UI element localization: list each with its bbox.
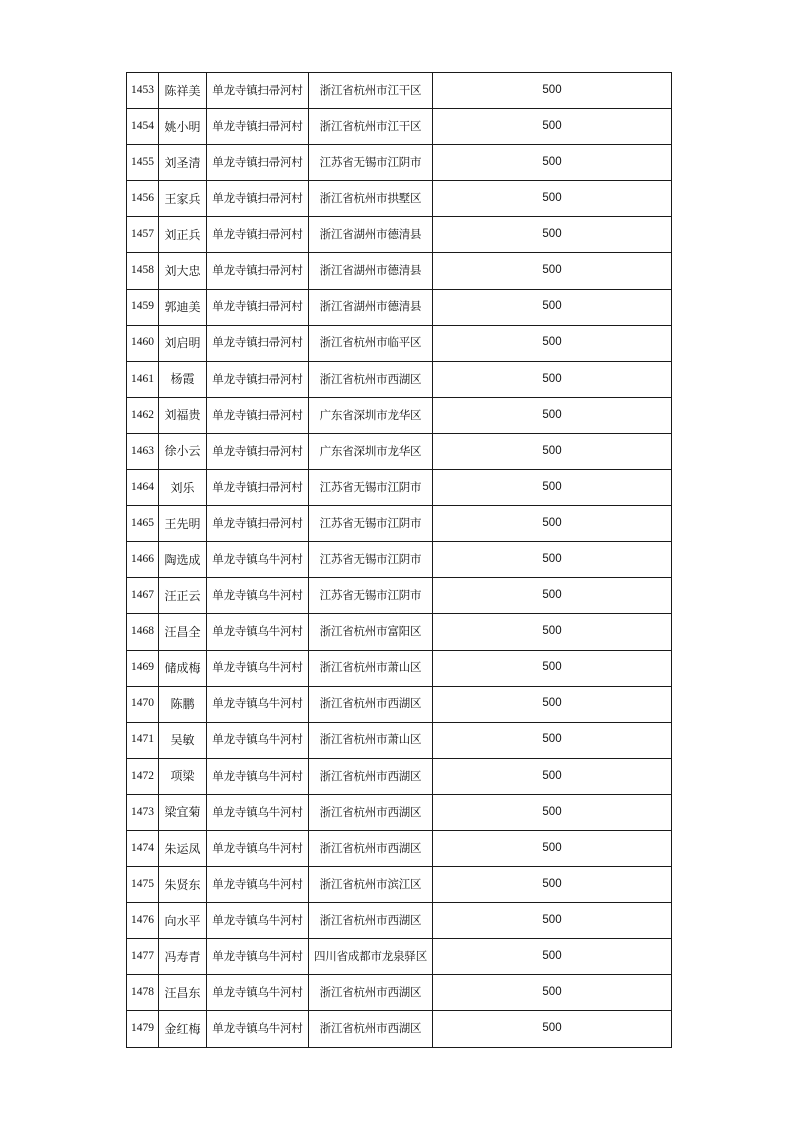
table-row xyxy=(127,650,672,686)
amount-cell: 500 xyxy=(433,109,672,145)
amount-cell: 500 xyxy=(433,830,672,866)
work-location-cell: 浙江省杭州市西湖区 xyxy=(309,975,433,1011)
row-number-cell: 1475 xyxy=(127,867,159,903)
person-name-cell: 杨霞 xyxy=(159,361,207,397)
table-row xyxy=(127,1011,672,1047)
work-location-cell: 江苏省无锡市江阴市 xyxy=(309,542,433,578)
person-name-cell: 冯寿青 xyxy=(159,939,207,975)
amount-cell: 500 xyxy=(433,506,672,542)
table-row xyxy=(127,506,672,542)
table-row xyxy=(127,109,672,145)
table-row xyxy=(127,289,672,325)
row-number-cell: 1465 xyxy=(127,506,159,542)
table-row xyxy=(127,686,672,722)
table-row xyxy=(127,614,672,650)
person-name-cell: 刘大忠 xyxy=(159,253,207,289)
table-row xyxy=(127,433,672,469)
table-row xyxy=(127,758,672,794)
work-location-cell: 浙江省杭州市西湖区 xyxy=(309,361,433,397)
village-cell: 单龙寺镇扫帚河村 xyxy=(207,397,309,433)
amount-cell: 500 xyxy=(433,253,672,289)
row-number-cell: 1468 xyxy=(127,614,159,650)
village-cell: 单龙寺镇乌牛河村 xyxy=(207,867,309,903)
amount-cell: 500 xyxy=(433,867,672,903)
amount-cell: 500 xyxy=(433,361,672,397)
amount-cell: 500 xyxy=(433,289,672,325)
row-number-cell: 1471 xyxy=(127,722,159,758)
table-row xyxy=(127,794,672,830)
row-number-cell: 1479 xyxy=(127,1011,159,1047)
row-number-cell: 1464 xyxy=(127,470,159,506)
work-location-cell: 浙江省杭州市西湖区 xyxy=(309,794,433,830)
row-number-cell: 1455 xyxy=(127,145,159,181)
village-cell: 单龙寺镇扫帚河村 xyxy=(207,145,309,181)
person-name-cell: 王先明 xyxy=(159,506,207,542)
amount-cell: 500 xyxy=(433,325,672,361)
table-row xyxy=(127,867,672,903)
work-location-cell: 浙江省杭州市西湖区 xyxy=(309,1011,433,1047)
village-cell: 单龙寺镇乌牛河村 xyxy=(207,542,309,578)
row-number-cell: 1476 xyxy=(127,903,159,939)
table-row xyxy=(127,830,672,866)
amount-cell: 500 xyxy=(433,794,672,830)
amount-cell: 500 xyxy=(433,578,672,614)
row-number-cell: 1466 xyxy=(127,542,159,578)
person-name-cell: 刘启明 xyxy=(159,325,207,361)
work-location-cell: 浙江省杭州市西湖区 xyxy=(309,903,433,939)
village-cell: 单龙寺镇扫帚河村 xyxy=(207,325,309,361)
row-number-cell: 1454 xyxy=(127,109,159,145)
amount-cell: 500 xyxy=(433,73,672,109)
records-body xyxy=(127,73,672,1048)
work-location-cell: 浙江省杭州市拱墅区 xyxy=(309,181,433,217)
amount-cell: 500 xyxy=(433,217,672,253)
row-number-cell: 1467 xyxy=(127,578,159,614)
row-number-cell: 1459 xyxy=(127,289,159,325)
row-number-cell: 1472 xyxy=(127,758,159,794)
table-row xyxy=(127,542,672,578)
amount-cell: 500 xyxy=(433,145,672,181)
work-location-cell: 浙江省湖州市德清县 xyxy=(309,217,433,253)
village-cell: 单龙寺镇扫帚河村 xyxy=(207,506,309,542)
row-number-cell: 1460 xyxy=(127,325,159,361)
work-location-cell: 浙江省杭州市西湖区 xyxy=(309,758,433,794)
row-number-cell: 1474 xyxy=(127,830,159,866)
village-cell: 单龙寺镇乌牛河村 xyxy=(207,975,309,1011)
person-name-cell: 徐小云 xyxy=(159,433,207,469)
work-location-cell: 浙江省杭州市江干区 xyxy=(309,73,433,109)
table-row xyxy=(127,73,672,109)
work-location-cell: 浙江省湖州市德清县 xyxy=(309,289,433,325)
work-location-cell: 四川省成都市龙泉驿区 xyxy=(309,939,433,975)
person-name-cell: 刘福贵 xyxy=(159,397,207,433)
row-number-cell: 1473 xyxy=(127,794,159,830)
work-location-cell: 浙江省杭州市临平区 xyxy=(309,325,433,361)
amount-cell: 500 xyxy=(433,542,672,578)
table-row xyxy=(127,361,672,397)
table-row xyxy=(127,253,672,289)
person-name-cell: 陈祥美 xyxy=(159,73,207,109)
village-cell: 单龙寺镇扫帚河村 xyxy=(207,470,309,506)
person-name-cell: 储成梅 xyxy=(159,650,207,686)
amount-cell: 500 xyxy=(433,650,672,686)
amount-cell: 500 xyxy=(433,1011,672,1047)
work-location-cell: 广东省深圳市龙华区 xyxy=(309,397,433,433)
work-location-cell: 浙江省杭州市滨江区 xyxy=(309,867,433,903)
amount-cell: 500 xyxy=(433,181,672,217)
table-row xyxy=(127,578,672,614)
work-location-cell: 浙江省湖州市德清县 xyxy=(309,253,433,289)
records-table xyxy=(126,72,672,1048)
work-location-cell: 浙江省杭州市萧山区 xyxy=(309,650,433,686)
person-name-cell: 刘正兵 xyxy=(159,217,207,253)
amount-cell: 500 xyxy=(433,470,672,506)
table-row xyxy=(127,975,672,1011)
row-number-cell: 1470 xyxy=(127,686,159,722)
person-name-cell: 梁宜菊 xyxy=(159,794,207,830)
work-location-cell: 浙江省杭州市萧山区 xyxy=(309,722,433,758)
village-cell: 单龙寺镇乌牛河村 xyxy=(207,578,309,614)
village-cell: 单龙寺镇乌牛河村 xyxy=(207,830,309,866)
work-location-cell: 江苏省无锡市江阴市 xyxy=(309,470,433,506)
amount-cell: 500 xyxy=(433,758,672,794)
village-cell: 单龙寺镇乌牛河村 xyxy=(207,939,309,975)
village-cell: 单龙寺镇乌牛河村 xyxy=(207,686,309,722)
work-location-cell: 浙江省杭州市西湖区 xyxy=(309,830,433,866)
village-cell: 单龙寺镇扫帚河村 xyxy=(207,433,309,469)
village-cell: 单龙寺镇扫帚河村 xyxy=(207,181,309,217)
work-location-cell: 浙江省杭州市富阳区 xyxy=(309,614,433,650)
work-location-cell: 浙江省杭州市西湖区 xyxy=(309,686,433,722)
table-row xyxy=(127,939,672,975)
person-name-cell: 刘圣清 xyxy=(159,145,207,181)
village-cell: 单龙寺镇扫帚河村 xyxy=(207,73,309,109)
village-cell: 单龙寺镇乌牛河村 xyxy=(207,758,309,794)
table-row xyxy=(127,903,672,939)
person-name-cell: 汪昌东 xyxy=(159,975,207,1011)
row-number-cell: 1457 xyxy=(127,217,159,253)
village-cell: 单龙寺镇乌牛河村 xyxy=(207,650,309,686)
work-location-cell: 浙江省杭州市江干区 xyxy=(309,109,433,145)
table-row xyxy=(127,470,672,506)
village-cell: 单龙寺镇乌牛河村 xyxy=(207,794,309,830)
village-cell: 单龙寺镇扫帚河村 xyxy=(207,289,309,325)
person-name-cell: 陈鹏 xyxy=(159,686,207,722)
person-name-cell: 陶选成 xyxy=(159,542,207,578)
village-cell: 单龙寺镇乌牛河村 xyxy=(207,614,309,650)
row-number-cell: 1463 xyxy=(127,433,159,469)
person-name-cell: 汪正云 xyxy=(159,578,207,614)
person-name-cell: 朱贤东 xyxy=(159,867,207,903)
row-number-cell: 1462 xyxy=(127,397,159,433)
amount-cell: 500 xyxy=(433,397,672,433)
amount-cell: 500 xyxy=(433,939,672,975)
person-name-cell: 吴敏 xyxy=(159,722,207,758)
amount-cell: 500 xyxy=(433,975,672,1011)
table-row xyxy=(127,397,672,433)
table-row xyxy=(127,145,672,181)
amount-cell: 500 xyxy=(433,903,672,939)
amount-cell: 500 xyxy=(433,686,672,722)
row-number-cell: 1461 xyxy=(127,361,159,397)
work-location-cell: 江苏省无锡市江阴市 xyxy=(309,145,433,181)
table-row xyxy=(127,722,672,758)
table-row xyxy=(127,181,672,217)
person-name-cell: 郭迪美 xyxy=(159,289,207,325)
village-cell: 单龙寺镇乌牛河村 xyxy=(207,903,309,939)
village-cell: 单龙寺镇扫帚河村 xyxy=(207,109,309,145)
row-number-cell: 1456 xyxy=(127,181,159,217)
amount-cell: 500 xyxy=(433,722,672,758)
row-number-cell: 1478 xyxy=(127,975,159,1011)
person-name-cell: 向水平 xyxy=(159,903,207,939)
amount-cell: 500 xyxy=(433,433,672,469)
work-location-cell: 江苏省无锡市江阴市 xyxy=(309,578,433,614)
person-name-cell: 金红梅 xyxy=(159,1011,207,1047)
row-number-cell: 1469 xyxy=(127,650,159,686)
work-location-cell: 广东省深圳市龙华区 xyxy=(309,433,433,469)
work-location-cell: 江苏省无锡市江阴市 xyxy=(309,506,433,542)
amount-cell: 500 xyxy=(433,614,672,650)
person-name-cell: 刘乐 xyxy=(159,470,207,506)
row-number-cell: 1458 xyxy=(127,253,159,289)
village-cell: 单龙寺镇扫帚河村 xyxy=(207,253,309,289)
person-name-cell: 姚小明 xyxy=(159,109,207,145)
table-row xyxy=(127,217,672,253)
village-cell: 单龙寺镇扫帚河村 xyxy=(207,361,309,397)
row-number-cell: 1453 xyxy=(127,73,159,109)
person-name-cell: 王家兵 xyxy=(159,181,207,217)
village-cell: 单龙寺镇乌牛河村 xyxy=(207,1011,309,1047)
village-cell: 单龙寺镇乌牛河村 xyxy=(207,722,309,758)
person-name-cell: 汪昌全 xyxy=(159,614,207,650)
row-number-cell: 1477 xyxy=(127,939,159,975)
village-cell: 单龙寺镇扫帚河村 xyxy=(207,217,309,253)
table-row xyxy=(127,325,672,361)
person-name-cell: 朱运凤 xyxy=(159,830,207,866)
person-name-cell: 项梁 xyxy=(159,758,207,794)
